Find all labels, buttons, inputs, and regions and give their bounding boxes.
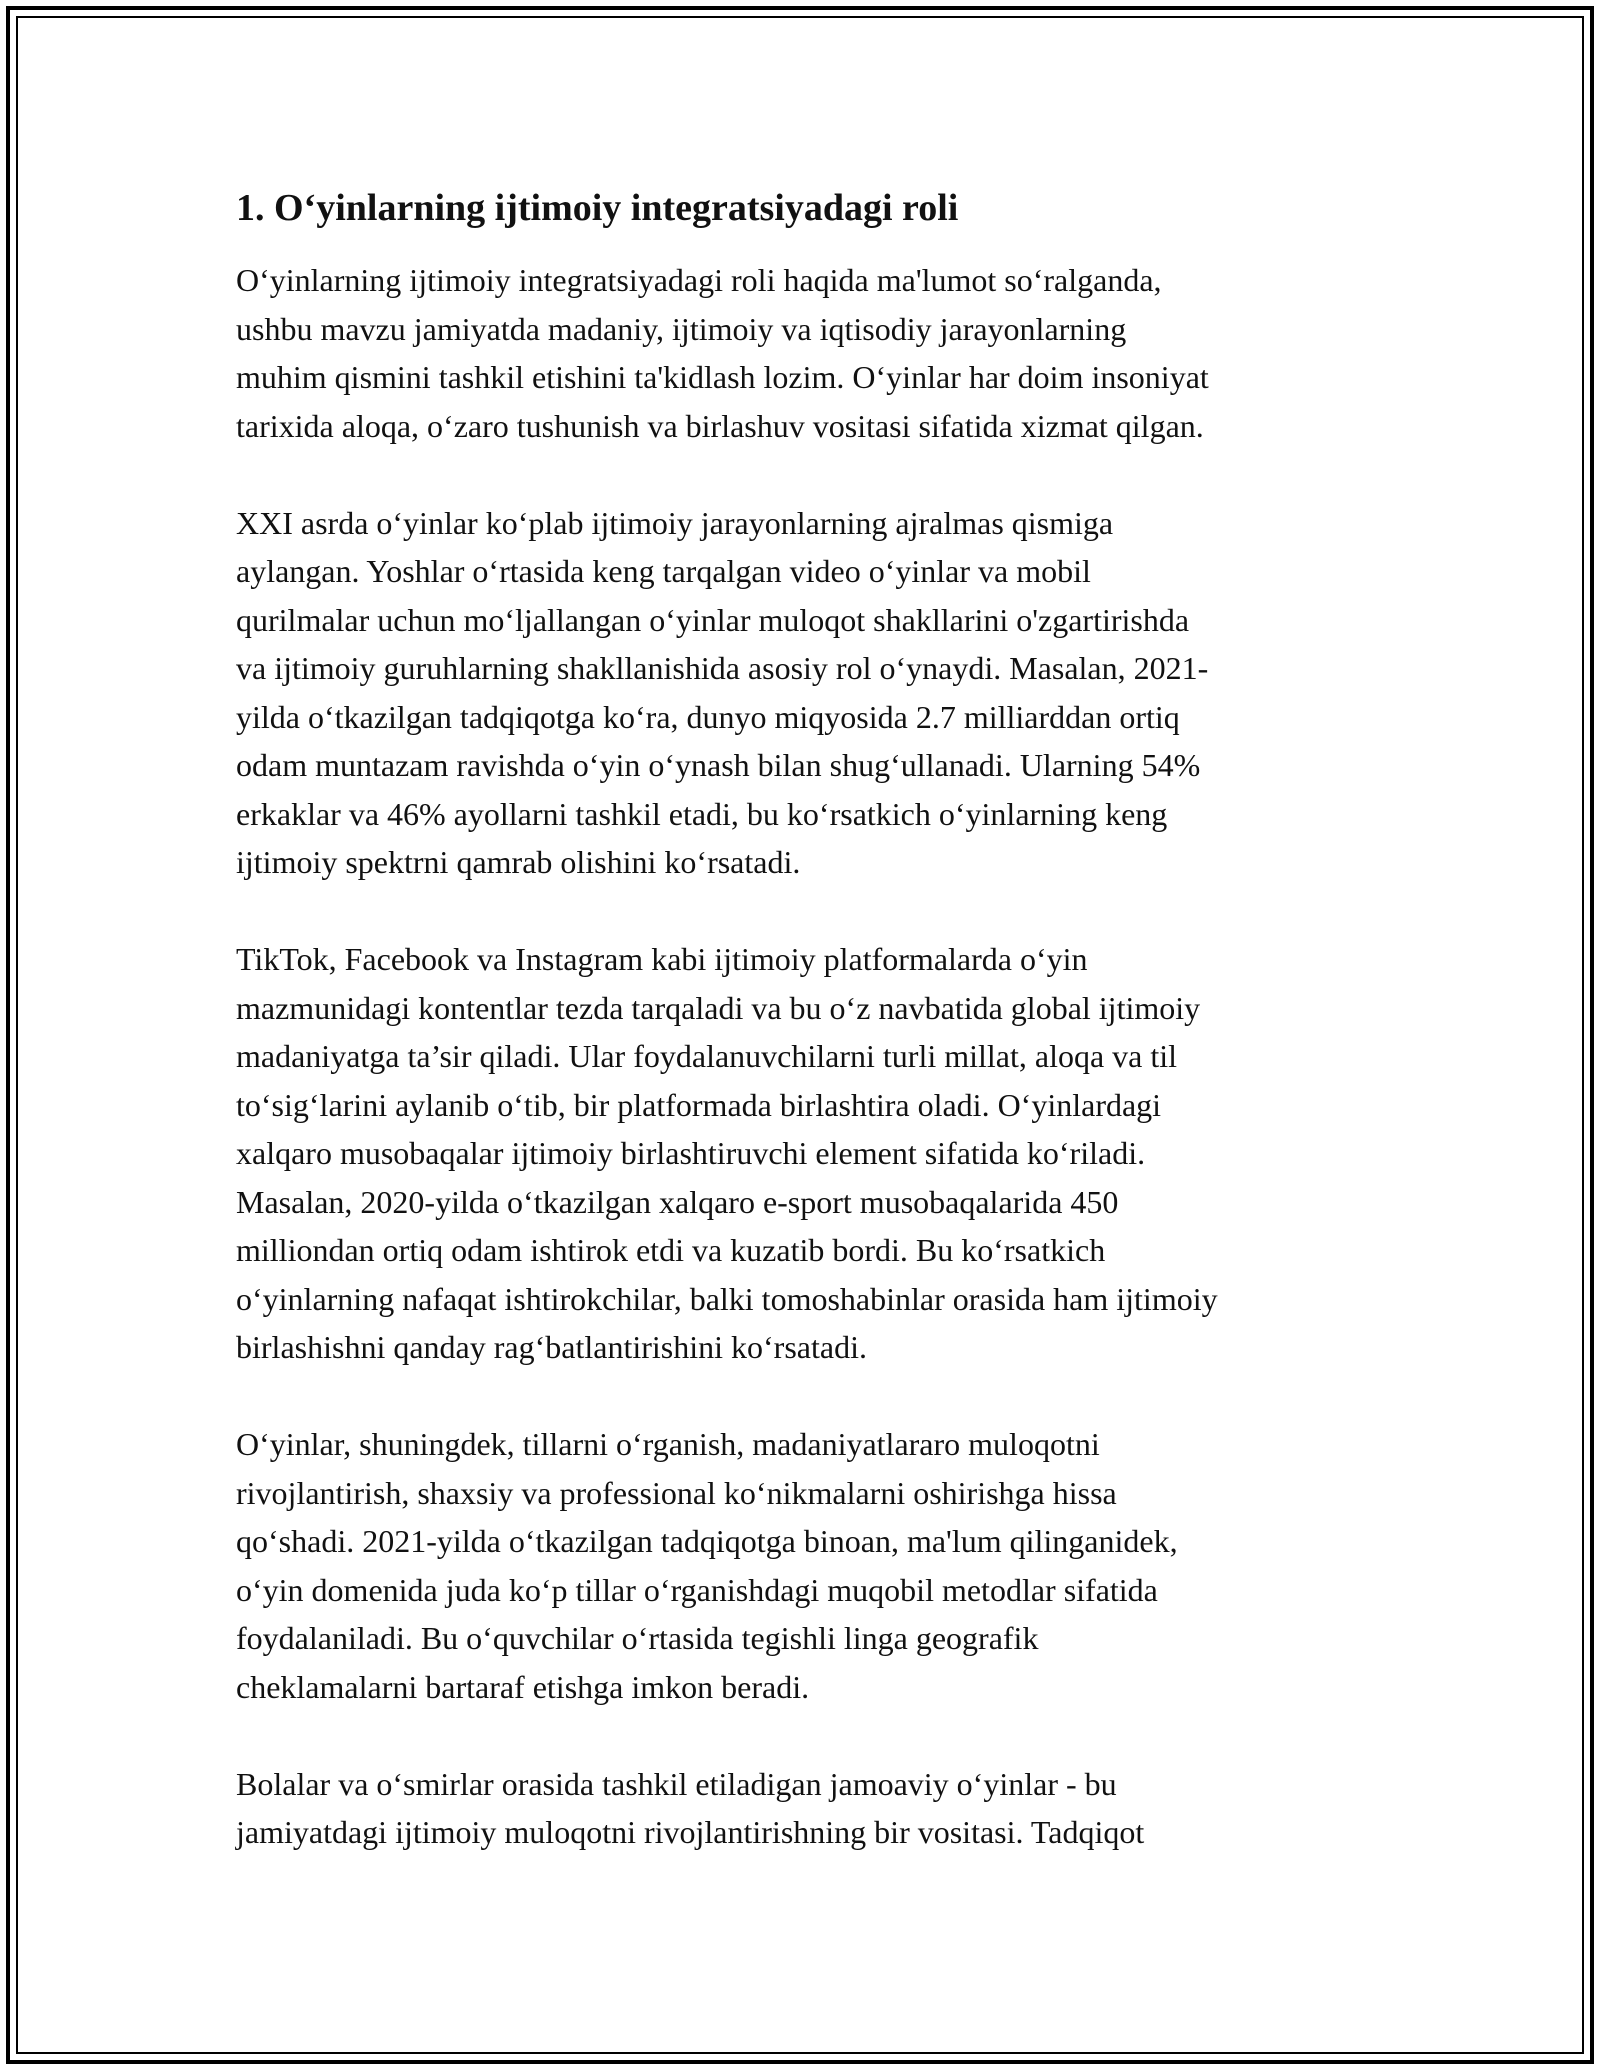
text-line: Masalan, 2020-yilda o‘tkazilgan xalqaro e-sport musobaqalarida 450 <box>236 1183 1119 1220</box>
text-line: yilda o‘tkazilgan tadqiqotga ko‘ra, dunyo miqyosida 2.7 milliarddan ortiq <box>236 698 1180 735</box>
text-line: aylangan. Yoshlar o‘rtasida keng tarqalgan video o‘yinlar va mobil <box>236 553 1091 589</box>
text-line: XXI asrda o‘yinlar ko‘plab ijtimoiy jarayonlarning ajralmas qismiga <box>236 504 1114 541</box>
paragraph-2 <box>236 499 1376 887</box>
text-line: foydalaniladi. Bu o‘quvchilar o‘rtasida tegishli linga geografik <box>236 1620 1039 1656</box>
text-line: qurilmalar uchun mo‘ljallangan o‘yinlar muloqot shakllarini o'zgartirishda <box>236 601 1190 638</box>
text-line: rivojlantirish, shaxsiy va professional ko‘nikmalarni oshirishga hissa <box>236 1474 1117 1511</box>
paragraph-3 <box>236 935 1376 1372</box>
paragraph-1 <box>236 256 1376 450</box>
text-line: to‘sig‘larini aylanib o‘tib, bir platformada birlashtira oladi. O‘yinlardagi <box>236 1086 1162 1123</box>
text-line: O‘yinlarning ijtimoiy integratsiyadagi roli haqida ma'lumot so‘ralganda, <box>236 262 1162 298</box>
text-line: erkaklar va 46% ayollarni tashkil etadi, bu ko‘rsatkich o‘yinlarning keng <box>236 795 1168 832</box>
section-heading: 1. O‘yinlarning ijtimoiy integratsiyadagi roli <box>236 187 959 229</box>
text-line: ijtimoiy spektrni qamrab olishini ko‘rsatadi. <box>236 844 801 880</box>
text-line: jamiyatdagi ijtimoiy muloqotni rivojlantirishning bir vositasi. Tadqiqot <box>236 1814 1145 1850</box>
text-line: odam muntazam ravishda o‘yin o‘ynash bilan shug‘ullanadi. Ularning 54% <box>236 747 1201 783</box>
text-line: O‘yinlar, shuningdek, tillarni o‘rganish, madaniyatlararo muloqotni <box>236 1426 1100 1462</box>
text-line: o‘yin domenida juda ko‘p tillar o‘rganishdagi muqobil metodlar sifatida <box>236 1571 1158 1608</box>
text-line: qo‘shadi. 2021-yilda o‘tkazilgan tadqiqotga binoan, ma'lum qilinganidek, <box>236 1523 1178 1559</box>
text-line: TikTok, Facebook va Instagram kabi ijtimoiy platformalarda o‘yin <box>236 941 1088 977</box>
text-line: milliondan ortiq odam ishtirok etdi va kuzatib bordi. Bu ko‘rsatkich <box>236 1232 1106 1268</box>
document-body <box>236 184 1376 1905</box>
text-line: ushbu mavzu jamiyatda madaniy, ijtimoiy va iqtisodiy jarayonlarning <box>236 310 1127 347</box>
paragraph-5 <box>236 1760 1376 1857</box>
text-line: xalqaro musobaqalar ijtimoiy birlashtiruvchi element sifatida ko‘riladi. <box>236 1135 1146 1171</box>
text-line: mazmunidagi kontentlar tezda tarqaladi va bu o‘z navbatida global ijtimoiy <box>236 989 1201 1026</box>
text-line: va ijtimoiy guruhlarning shakllanishida asosiy rol o‘ynaydi. Masalan, 2021- <box>236 650 1209 686</box>
text-line: cheklamalarni bartaraf etishga imkon beradi. <box>236 1668 810 1705</box>
text-line: birlashishni qanday rag‘batlantirishini ko‘rsatadi. <box>236 1329 867 1365</box>
text-line: tarixida aloqa, o‘zaro tushunish va birlashuv vositasi sifatida xizmat qilgan. <box>236 407 1204 444</box>
text-line: madaniyatga ta’sir qiladi. Ular foydalanuvchilarni turli millat, aloqa va til <box>236 1038 1178 1074</box>
paragraph-4 <box>236 1420 1376 1711</box>
text-line: o‘yinlarning nafaqat ishtirokchilar, balki tomoshabinlar orasida ham ijtimoiy <box>236 1280 1218 1317</box>
text-line: muhim qismini tashkil etishini ta'kidlash lozim. O‘yinlar har doim insoniyat <box>236 359 1209 395</box>
text-line: Bolalar va o‘smirlar orasida tashkil etiladigan jamoaviy o‘yinlar - bu <box>236 1765 1117 1802</box>
